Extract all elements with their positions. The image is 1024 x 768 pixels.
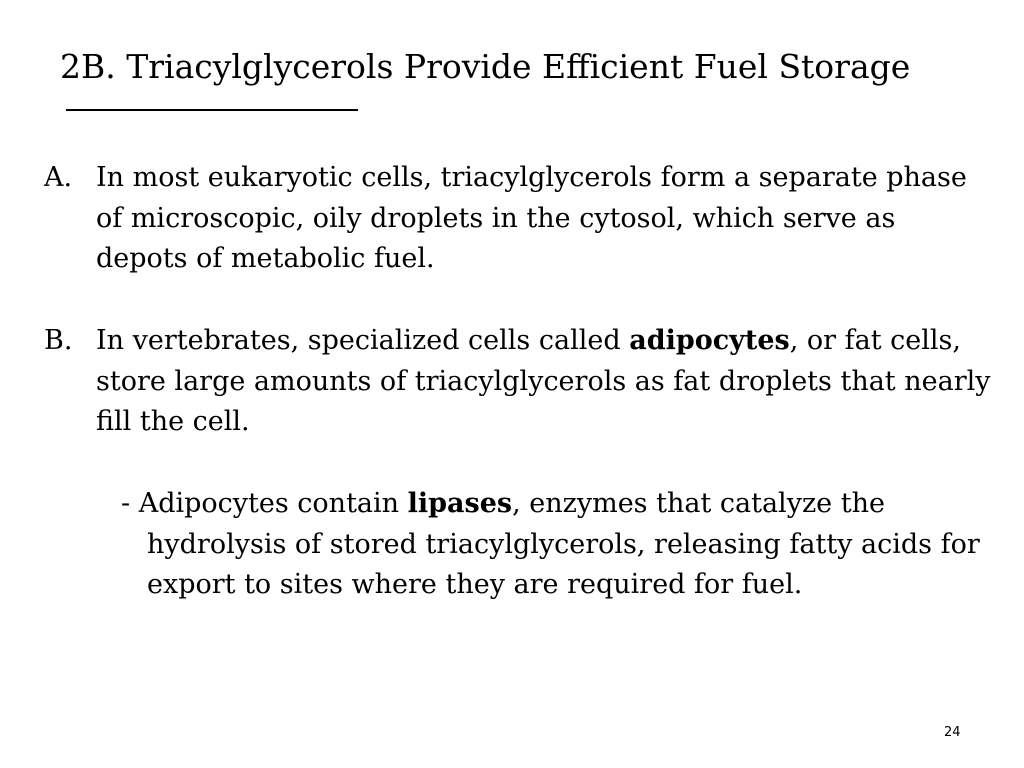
term-lipases: lipases xyxy=(407,488,513,519)
list-item-a-text: In most eukaryotic cells, triacylglycerols form a separate phase of microscopic, oily droplets in the cytosol, which serve as depots of metabolic fuel. xyxy=(96,162,967,274)
list-marker-b: B. xyxy=(44,325,73,356)
term-adipocytes: adipocytes xyxy=(629,325,790,356)
sub-item-text-before: - Adipocytes contain xyxy=(121,488,408,519)
list-item-b-text-after: , or fat cells, store large amounts of triacylglycerols as fat droplets that nearly fill the cell. xyxy=(96,325,991,437)
sub-item-text-after: , enzymes that catalyze the hydrolysis of stored triacylglycerols, releasing fatty acids for export to sites where they are required for fuel. xyxy=(147,488,980,600)
list-item-b-text-before: In vertebrates, specialized cells called xyxy=(96,325,630,356)
title-underline xyxy=(66,109,358,111)
sub-item-lipases xyxy=(121,484,1007,606)
slide-title: 2B. Triacylglycerols Provide Efficient Fuel Storage xyxy=(60,47,911,86)
list-item-b-text xyxy=(96,321,994,443)
page-number: 24 xyxy=(944,725,961,740)
list-item-b xyxy=(44,321,994,443)
list-item-a xyxy=(44,158,994,280)
list-marker-a: A. xyxy=(44,162,73,193)
